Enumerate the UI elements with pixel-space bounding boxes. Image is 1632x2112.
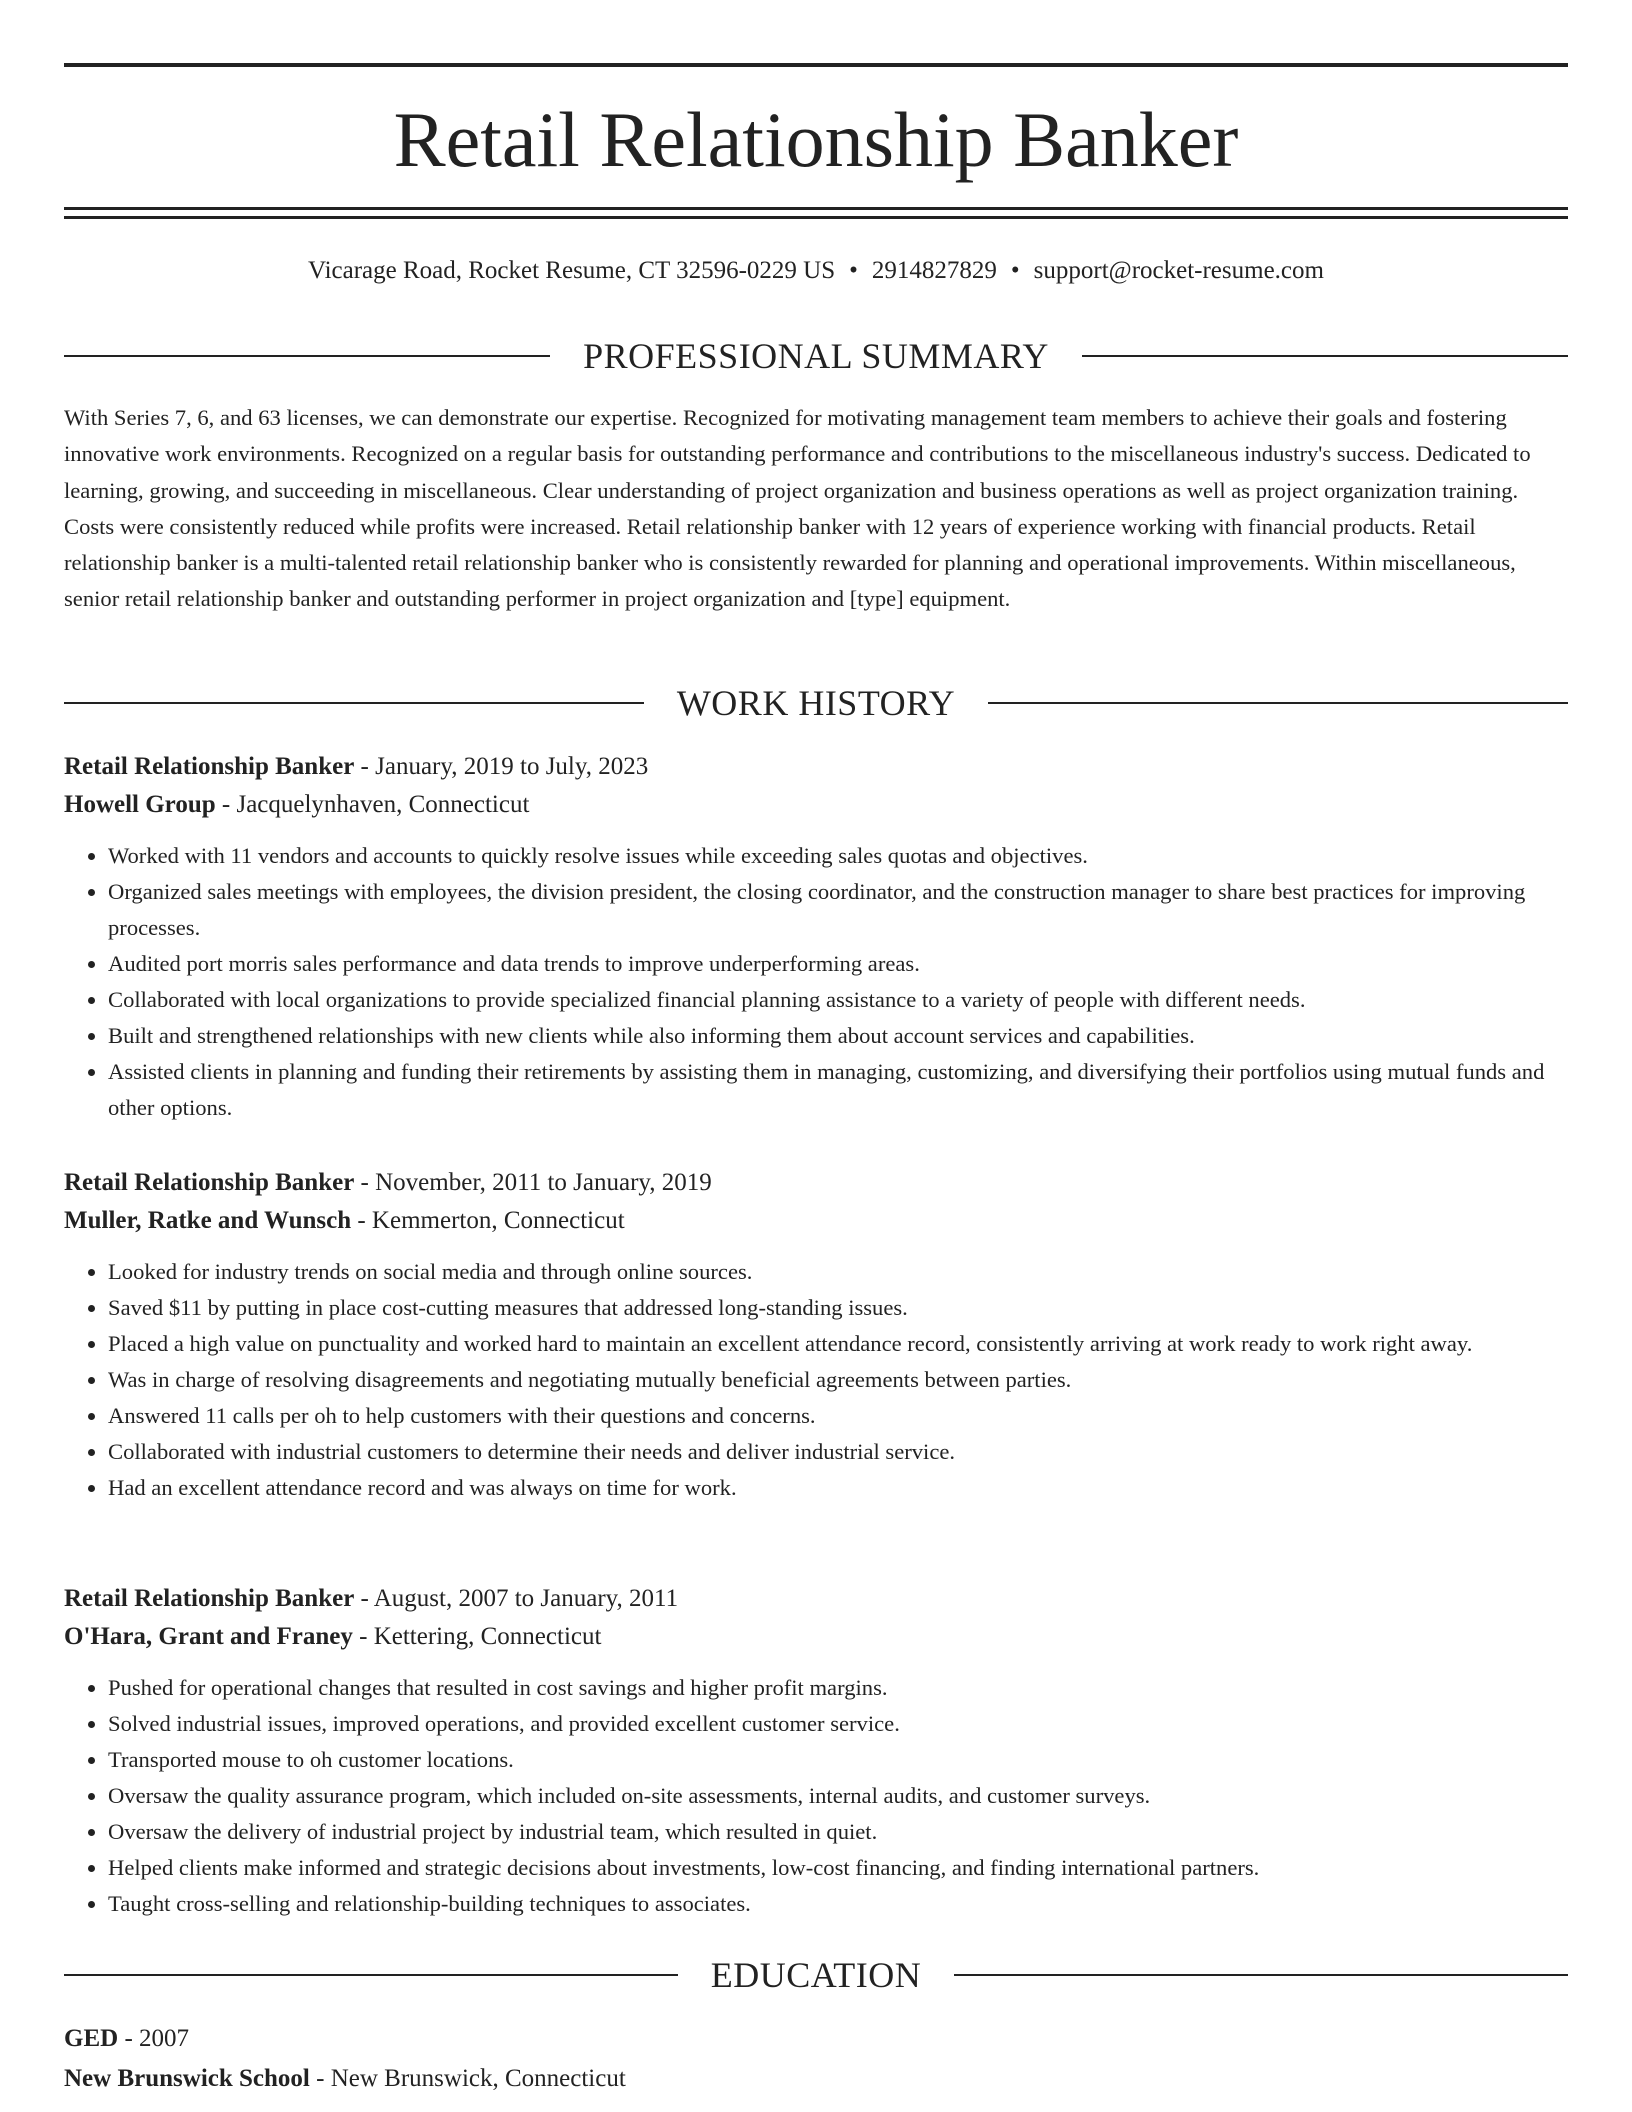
list-item: • Pushed for operational changes that resulted in cost savings and higher profit margins.: [108, 1670, 1568, 1706]
list-item: • Organized sales meetings with employees, the division president, the closing coordinator, and the construction manager to share best practices for improving processes.: [108, 874, 1568, 946]
job-company-line: [64, 786, 1568, 824]
job-company: Muller, Ratke and Wunsch: [64, 1207, 352, 1234]
job-entry: [64, 1164, 1568, 1506]
list-item: • Helped clients make informed and strategic decisions about investments, low-cost financing, and finding international partners.: [108, 1850, 1568, 1886]
list-item: • Built and strengthened relationships with new clients while also informing them about account services and capabilities.: [108, 1018, 1568, 1054]
heading-rule-left: [64, 355, 550, 357]
job-dates: - November, 2011 to January, 2019: [354, 1169, 712, 1196]
list-item: • Placed a high value on punctuality and worked hard to maintain an excellent attendance record, consistently arriving at work ready to work right away.: [108, 1326, 1568, 1362]
contact-separator: •: [849, 257, 858, 284]
page-title: Retail Relationship Banker: [393, 96, 1239, 183]
list-item: • Taught cross-selling and relationship-building techniques to associates.: [108, 1886, 1568, 1922]
list-item: • Was in charge of resolving disagreements and negotiating mutually beneficial agreements between parties.: [108, 1362, 1568, 1398]
list-item: • Answered 11 calls per oh to help customers with their questions and concerns.: [108, 1398, 1568, 1434]
section-heading-work-history: [64, 681, 1568, 725]
education-location: - New Brunswick, Connecticut: [309, 2065, 626, 2092]
job-title: Retail Relationship Banker: [64, 753, 355, 780]
education-year: - 2007: [118, 2025, 190, 2052]
heading-rule-right: [988, 702, 1568, 704]
job-entry: [64, 748, 1568, 1126]
education-degree-line: [64, 2019, 1568, 2059]
list-item: • Assisted clients in planning and funding their retirements by assisting them in managing, customizing, and diversifying their portfolios using mutual funds and other options.: [108, 1054, 1568, 1126]
job-bullets: [64, 1254, 1568, 1506]
job-company: O'Hara, Grant and Franey: [64, 1623, 353, 1650]
list-item: • Transported mouse to oh customer locations.: [108, 1742, 1568, 1778]
list-item: • Saved $11 by putting in place cost-cutting measures that addressed long-standing issues.: [108, 1290, 1568, 1326]
list-item: • Worked with 11 vendors and accounts to quickly resolve issues while exceeding sales quotas and objectives.: [108, 838, 1568, 874]
section-heading-education: [64, 1953, 1568, 1997]
job-company-line: [64, 1618, 1568, 1656]
summary-text: With Series 7, 6, and 63 licenses, we can demonstrate our expertise. Recognized for motivating management team members to achieve their goals and fostering innovative work environments. Recognized on a regular basis for outstanding performance and contributions to the miscellaneous industry's success. Dedicated to learning, growing, and succeeding in miscellaneous. Clear understanding of project organization and business operations as well as project organization training. Costs were consistently reduced while profits were increased. Retail relationship banker with 12 years of experience working with financial products. Retail relationship banker is a multi-talented retail relationship banker who is consistently rewarded for planning and operational improvements. Within miscellaneous, senior retail relationship banker and outstanding performer in project organization and [type] equipment.: [64, 405, 1531, 612]
job-title-line: [64, 748, 1568, 786]
education-degree: GED: [64, 2025, 119, 2052]
heading-rule-left: [64, 702, 644, 704]
job-title: Retail Relationship Banker: [64, 1169, 355, 1196]
job-company-line: [64, 1202, 1568, 1240]
top-rule: [64, 63, 1568, 67]
list-item: • Audited port morris sales performance and data trends to improve underperforming areas.: [108, 946, 1568, 982]
education-school: New Brunswick School: [64, 2065, 310, 2092]
title-double-rule: [64, 207, 1568, 219]
job-bullets: [64, 1670, 1568, 1922]
job-title-line: [64, 1580, 1568, 1618]
section-title: EDUCATION: [710, 1955, 922, 1995]
heading-rule-left: [64, 1974, 678, 1976]
contact-address: Vicarage Road, Rocket Resume, CT 32596-0229 US: [308, 257, 836, 284]
list-item: • Oversaw the delivery of industrial project by industrial team, which resulted in quiet.: [108, 1814, 1568, 1850]
heading-rule-right: [1082, 355, 1568, 357]
contact-line: [64, 254, 1568, 288]
list-item: • Collaborated with industrial customers to determine their needs and deliver industrial service.: [108, 1434, 1568, 1470]
job-company: Howell Group: [64, 791, 216, 818]
list-item: • Looked for industry trends on social media and through online sources.: [108, 1254, 1568, 1290]
contact-separator: •: [1010, 257, 1020, 284]
job-dates: - August, 2007 to January, 2011: [354, 1585, 679, 1612]
education-school-line: [64, 2059, 1568, 2099]
section-heading-summary: [64, 334, 1568, 378]
list-item: • Had an excellent attendance record and was always on time for work.: [108, 1470, 1568, 1506]
list-item: • Solved industrial issues, improved operations, and provided excellent customer service.: [108, 1706, 1568, 1742]
job-dates: - January, 2019 to July, 2023: [354, 753, 649, 780]
job-title-line: [64, 1164, 1568, 1202]
job-location: - Kemmerton, Connecticut: [351, 1207, 625, 1234]
section-title: WORK HISTORY: [676, 683, 956, 723]
job-location: - Jacquelynhaven, Connecticut: [215, 791, 530, 818]
contact-email: support@rocket-resume.com: [1033, 257, 1324, 284]
job-location: - Kettering, Connecticut: [352, 1623, 602, 1650]
education-entry: [64, 2019, 1568, 2099]
job-title: Retail Relationship Banker: [64, 1585, 355, 1612]
list-item: • Oversaw the quality assurance program, which included on-site assessments, internal audits, and customer surveys.: [108, 1778, 1568, 1814]
list-item: • Collaborated with local organizations to provide specialized financial planning assistance to a variety of people with different needs.: [108, 982, 1568, 1018]
contact-phone: 2914827829: [871, 257, 997, 284]
section-title: PROFESSIONAL SUMMARY: [583, 336, 1049, 376]
heading-rule-right: [954, 1974, 1568, 1976]
job-bullets: [64, 838, 1568, 1126]
job-entry: [64, 1580, 1568, 1922]
